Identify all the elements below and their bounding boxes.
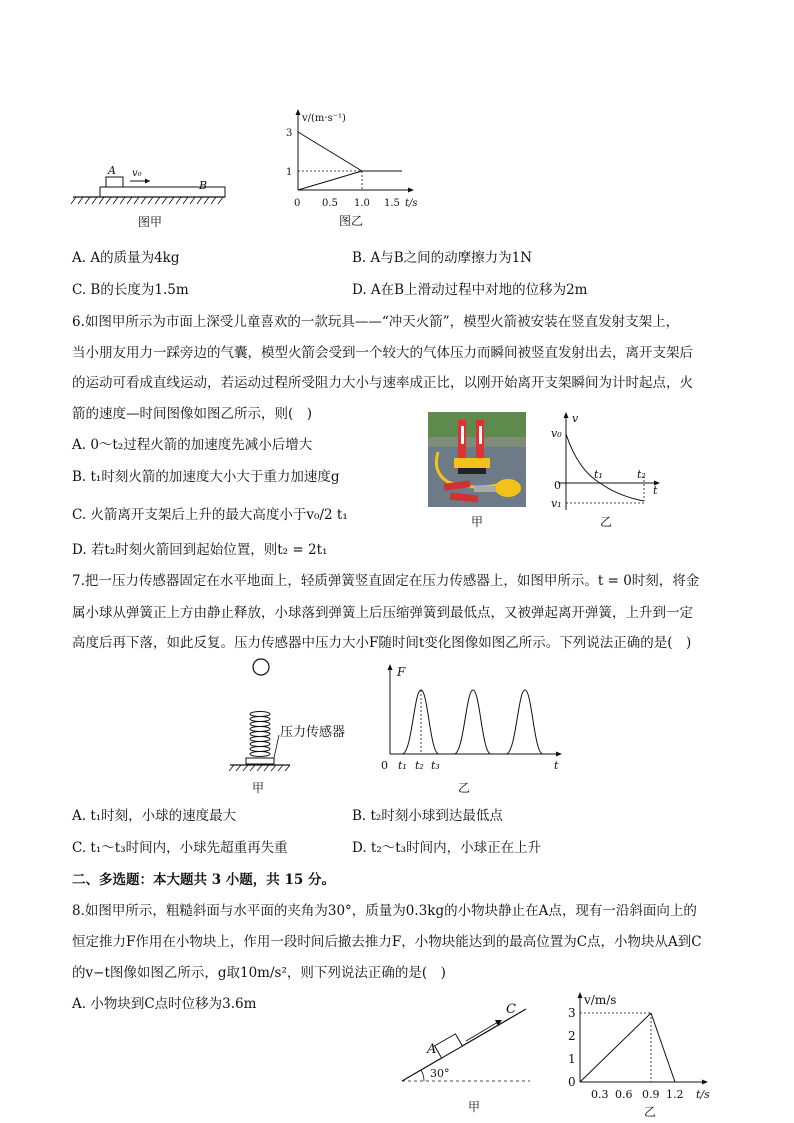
fig5-xlabel: t/s [405, 198, 418, 209]
q6-zero: 0 [554, 479, 561, 492]
fig5-yi-caption: 图乙 [339, 214, 364, 228]
q7-sensor-label: 压力传感器 [280, 725, 346, 740]
fig5-label-A: A [108, 164, 116, 177]
fig5-y3: 3 [286, 128, 293, 139]
fig5-x10: 1.0 [354, 198, 370, 209]
q6-rocket-photo [428, 412, 528, 532]
q7-yi-caption: 乙 [458, 781, 471, 795]
q8-stem-1: 8.如图甲所示，粗糙斜面与水平面的夹角为30°，质量为0.3kg的小物块静止在A点，现有一沿斜面向上的 [72, 903, 697, 919]
fig5-x05: 0.5 [322, 198, 338, 209]
q7-option-a[interactable]: A. t₁时刻，小球的速度最大 [72, 808, 237, 824]
q7-option-c[interactable]: C. t₁～t₃时间内，小球先超重再失重 [72, 840, 288, 856]
q8-incline-diagram [398, 995, 538, 1115]
q6-t-axis: t [653, 484, 658, 497]
q6-stem-2: 当小朋友用力一踩旁边的气囊，模型火箭会受到一个较大的气体压力而瞬间被竖直发射出去，离开支架后 [72, 345, 693, 361]
q8-y1: 1 [568, 1052, 576, 1066]
q7-stem-2: 属小球从弹簧正上方由静止释放，小球落到弹簧上后压缩弹簧到最低点，又被弹起离开弹簧，上升到一定 [72, 605, 693, 621]
q8-x03: 0.3 [591, 1088, 609, 1101]
q8-x09: 0.9 [642, 1088, 660, 1101]
q6-vt-chart [548, 410, 668, 532]
q8-label-A: A [427, 1042, 437, 1057]
q7-option-b[interactable]: B. t₂时刻小球到达最低点 [352, 808, 503, 824]
fig5-x0: 0 [294, 198, 301, 209]
q8-x0: 0 [568, 1075, 576, 1089]
q5-option-c[interactable]: C. B的长度为1.5m [72, 282, 189, 298]
q7-t2: t₂ [415, 759, 424, 772]
q6-yi-caption: 乙 [600, 515, 613, 529]
q6-t1: t₁ [594, 468, 603, 481]
q6-option-c[interactable]: C. 火箭离开支架后上升的最大高度小于v₀/2 t₁ [72, 507, 348, 523]
q8-y3: 3 [568, 1006, 576, 1020]
fig5-yi-chart [280, 105, 430, 233]
q7-F-axis: F [397, 665, 406, 679]
q7-t-axis: t [554, 759, 559, 772]
q8-option-a[interactable]: A. 小物块到C点时位移为3.6m [72, 996, 257, 1012]
q6-jia-caption: 甲 [471, 515, 484, 529]
q8-vt-chart [562, 990, 722, 1120]
q7-force-chart [378, 660, 568, 795]
q5-option-d[interactable]: D. A在B上滑动过程中对地的位移为2m [352, 282, 588, 298]
fig5-label-B: B [199, 179, 208, 192]
q7-t3: t₃ [431, 759, 440, 772]
q6-option-d[interactable]: D. 若t₂时刻火箭回到起始位置，则t₂ = 2t₁ [72, 542, 328, 558]
q8-label-C: C [506, 1002, 516, 1017]
q6-stem-3: 的运动可看成直线运动，若运动过程所受阻力大小与速率成正比，以刚开始离开支架瞬间为计时起点，火 [72, 375, 693, 391]
q8-xlabel: t/s [696, 1088, 710, 1101]
q5-option-b[interactable]: B. A与B之间的动摩擦力为1N [352, 250, 533, 266]
q6-option-a[interactable]: A. 0～t₂过程火箭的加速度先减小后增大 [72, 437, 313, 453]
q6-stem-1: 6.如图甲所示为市面上深受儿童喜欢的一款玩具——“冲天火箭”，模型火箭被安装在竖直发射支架上， [72, 314, 680, 330]
q7-option-d[interactable]: D. t₂～t₃时间内，小球正在上升 [352, 840, 542, 856]
q7-spring-diagram [225, 655, 365, 795]
q8-ylabel: v/m/s [584, 993, 617, 1007]
q5-option-a[interactable]: A. A的质量为4kg [72, 250, 180, 266]
q6-v1: v₁ [551, 497, 562, 510]
q7-t1: t₁ [398, 759, 407, 772]
fig5-jia-caption: 图甲 [138, 215, 163, 229]
section-2-heading: 二、多选题：本大题共 3 小题，共 15 分。 [72, 872, 335, 888]
q6-option-b[interactable]: B. t₁时刻火箭的加速度大小大于重力加速度g [72, 469, 340, 485]
q7-zero: 0 [381, 759, 388, 772]
q8-x06: 0.6 [615, 1088, 633, 1101]
fig5-y1: 1 [286, 167, 293, 178]
q7-stem-3: 高度后再下落，如此反复。压力传感器中压力大小F随时间t变化图像如图乙所示。下列说法正确的是( ) [72, 635, 692, 651]
q8-x12: 1.2 [666, 1088, 684, 1101]
q6-t2: t₂ [637, 468, 646, 481]
fig5-jia [70, 160, 230, 235]
q8-y2: 2 [568, 1029, 576, 1043]
q8-stem-2: 恒定推力F作用在小物块上，作用一段时间后撤去推力F，小物块能达到的最高位置为C点，小物块从A到C [72, 934, 702, 950]
q7-stem-1: 7.把一压力传感器固定在水平地面上，轻质弹簧竖直固定在压力传感器上，如图甲所示。t = 0时刻，将金 [72, 573, 700, 589]
q6-v-axis: v [572, 412, 579, 425]
q8-yi-caption: 乙 [644, 1105, 657, 1119]
q6-v0: v₀ [551, 427, 562, 440]
q8-jia-caption: 甲 [468, 1100, 481, 1114]
q8-angle: 30° [430, 1067, 450, 1080]
q8-stem-3: 的v−t图像如图乙所示，g取10m/s²，则下列说法正确的是( ) [72, 965, 446, 981]
fig5-ylabel: v/(m·s⁻¹) [302, 113, 346, 124]
q7-jia-caption: 甲 [252, 781, 265, 795]
fig5-label-v0: v₀ [132, 168, 142, 179]
q6-stem-4: 箭的速度—时间图像如图乙所示，则( ) [72, 406, 313, 422]
fig5-x15: 1.5 [384, 198, 400, 209]
